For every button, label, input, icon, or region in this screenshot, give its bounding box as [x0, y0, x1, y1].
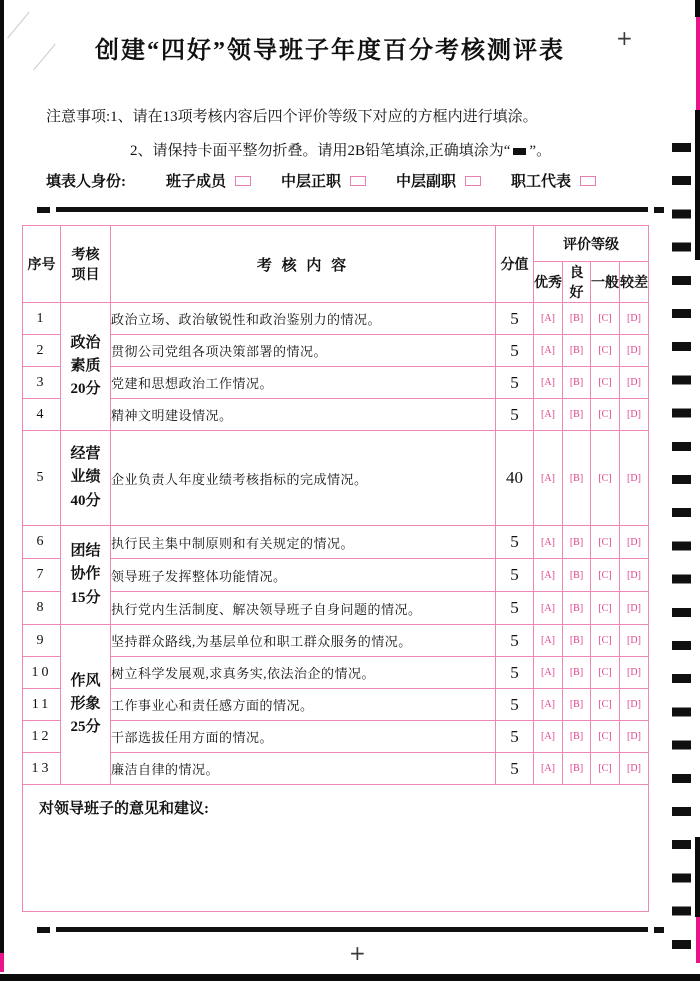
rating-bubble-b[interactable]: [B]	[563, 625, 591, 657]
row-content: 坚持群众路线,为基层单位和职工群众服务的情况。	[111, 625, 496, 657]
scan-edge-right-black-mid	[695, 110, 700, 260]
rule-bottom	[56, 927, 648, 932]
filled-mark-sample-icon	[513, 148, 526, 155]
rule-top	[56, 207, 648, 212]
row-seq: 9	[23, 625, 61, 657]
notice-line-1	[46, 100, 551, 134]
rating-bubble-b[interactable]: [B]	[563, 431, 591, 526]
row-score: 5	[496, 657, 534, 689]
rating-bubble-b[interactable]: [B]	[563, 367, 591, 399]
notice-item-1: 1、请在13项考核内容后四个评价等级下对应的方框内进行填涂。	[110, 109, 538, 125]
identity-option-label: 中层正职	[281, 174, 342, 190]
table-row	[23, 657, 649, 689]
assessment-table	[22, 225, 649, 912]
row-content: 干部选拔任用方面的情况。	[111, 721, 496, 753]
rating-bubble-d[interactable]: [D]	[620, 335, 649, 367]
rating-bubble-d[interactable]: [D]	[620, 431, 649, 526]
identity-checkbox[interactable]	[350, 176, 366, 186]
table-row	[23, 335, 649, 367]
identity-option-banzichengyuan	[166, 170, 251, 191]
rating-bubble-c[interactable]: [C]	[591, 657, 620, 689]
rating-bubble-a[interactable]: [A]	[534, 559, 563, 592]
rating-bubble-b[interactable]: [B]	[563, 753, 591, 785]
group-line: 20分	[70, 381, 101, 398]
comments-row	[23, 785, 649, 912]
rating-bubble-a[interactable]: [A]	[534, 526, 563, 559]
row-content: 政治立场、政治敏锐性和政治鉴别力的情况。	[111, 303, 496, 335]
omr-timing-marks	[672, 143, 691, 949]
rating-bubble-c[interactable]: [C]	[591, 625, 620, 657]
scan-edge-right-black-top	[695, 0, 700, 17]
row-seq: 6	[23, 526, 61, 559]
row-score: 5	[496, 753, 534, 785]
group-line: 素质	[70, 357, 101, 374]
identity-option-label: 班子成员	[166, 174, 227, 190]
group-line: 政治	[70, 334, 101, 351]
header-level-average: 一般	[591, 262, 620, 303]
rating-bubble-a[interactable]: [A]	[534, 753, 563, 785]
header-category	[61, 226, 111, 303]
header-content: 考 核 内 容	[111, 226, 496, 303]
row-content: 执行民主集中制原则和有关规定的情况。	[111, 526, 496, 559]
row-seq: 10	[23, 657, 61, 689]
notice-item-2-prefix: 2、请保持卡面平整勿折叠。请用2B铅笔填涂,正确填涂为“	[130, 143, 511, 159]
rating-bubble-a[interactable]: [A]	[534, 689, 563, 721]
rating-bubble-a[interactable]: [A]	[534, 431, 563, 526]
row-seq: 7	[23, 559, 61, 592]
rule-dash	[654, 207, 664, 213]
identity-checkbox[interactable]	[465, 176, 481, 186]
rating-bubble-d[interactable]: [D]	[620, 592, 649, 625]
rating-bubble-c[interactable]: [C]	[591, 592, 620, 625]
group-line: 协作	[70, 566, 101, 583]
rating-bubble-a[interactable]: [A]	[534, 335, 563, 367]
row-score: 5	[496, 335, 534, 367]
row-score: 40	[496, 431, 534, 526]
rating-bubble-d[interactable]: [D]	[620, 753, 649, 785]
rating-bubble-b[interactable]: [B]	[563, 689, 591, 721]
rating-bubble-c[interactable]: [C]	[591, 399, 620, 431]
row-score: 5	[496, 592, 534, 625]
rating-bubble-c[interactable]: [C]	[591, 335, 620, 367]
identity-option-zhongcengfuzhi	[396, 170, 481, 191]
group-line: 业绩	[70, 469, 101, 486]
row-score: 5	[496, 559, 534, 592]
row-score: 5	[496, 303, 534, 335]
rating-bubble-b[interactable]: [B]	[563, 399, 591, 431]
row-seq: 3	[23, 367, 61, 399]
row-score: 5	[496, 367, 534, 399]
rating-bubble-c[interactable]: [C]	[591, 367, 620, 399]
rating-bubble-d[interactable]: [D]	[620, 721, 649, 753]
table-row	[23, 689, 649, 721]
table-row	[23, 592, 649, 625]
row-content: 工作事业心和责任感方面的情况。	[111, 689, 496, 721]
group-label-performance	[61, 431, 111, 526]
scan-edge-left-black	[0, 0, 4, 953]
row-score: 5	[496, 526, 534, 559]
identity-checkbox[interactable]	[235, 176, 251, 186]
row-content: 贯彻公司党组各项决策部署的情况。	[111, 335, 496, 367]
rating-bubble-c[interactable]: [C]	[591, 526, 620, 559]
rating-bubble-d[interactable]: [D]	[620, 303, 649, 335]
rating-bubble-d[interactable]: [D]	[620, 367, 649, 399]
rating-bubble-d[interactable]: [D]	[620, 657, 649, 689]
row-seq: 1	[23, 303, 61, 335]
notice-item-2-suffix: ”。	[529, 143, 552, 159]
group-line: 25分	[70, 719, 101, 736]
header-level-good: 良好	[563, 262, 591, 303]
rating-bubble-a[interactable]: [A]	[534, 625, 563, 657]
rating-bubble-b[interactable]: [B]	[563, 559, 591, 592]
rating-bubble-a[interactable]: [A]	[534, 367, 563, 399]
group-line: 团结	[70, 543, 101, 560]
comments-label: 对领导班子的意见和建议:	[39, 801, 209, 817]
rating-bubble-a[interactable]: [A]	[534, 399, 563, 431]
header-level-poor: 较差	[620, 262, 649, 303]
scan-edge-bottom-bar	[0, 974, 700, 981]
rating-bubble-c[interactable]: [C]	[591, 753, 620, 785]
row-content: 领导班子发挥整体功能情况。	[111, 559, 496, 592]
group-label-conduct	[61, 625, 111, 785]
row-content: 精神文明建设情况。	[111, 399, 496, 431]
rating-bubble-d[interactable]: [D]	[620, 526, 649, 559]
row-score: 5	[496, 625, 534, 657]
registration-plus-top: +	[616, 26, 633, 50]
form-title: 创建“四好”领导班子年度百分考核测评表	[95, 38, 565, 64]
table-row	[23, 367, 649, 399]
rating-bubble-c[interactable]: [C]	[591, 689, 620, 721]
table-row	[23, 526, 649, 559]
notice-line-2	[46, 134, 551, 168]
row-content: 党建和思想政治工作情况。	[111, 367, 496, 399]
rule-dash	[654, 927, 664, 933]
header-seq: 序号	[23, 226, 61, 303]
comments-area[interactable]	[23, 785, 649, 912]
header-level-excellent: 优秀	[534, 262, 563, 303]
table-row	[23, 721, 649, 753]
row-content: 企业负责人年度业绩考核指标的完成情况。	[111, 431, 496, 526]
row-seq: 13	[23, 753, 61, 785]
row-seq: 5	[23, 431, 61, 526]
rating-bubble-b[interactable]: [B]	[563, 657, 591, 689]
rating-bubble-b[interactable]: [B]	[563, 721, 591, 753]
row-seq: 8	[23, 592, 61, 625]
rating-bubble-d[interactable]: [D]	[620, 559, 649, 592]
rating-bubble-c[interactable]: [C]	[591, 431, 620, 526]
scan-edge-right-magenta-bottom	[696, 917, 700, 963]
notice-block	[46, 100, 551, 168]
row-score: 5	[496, 721, 534, 753]
group-line: 经营	[70, 446, 101, 463]
header-category-line1: 考核	[71, 248, 100, 263]
row-score: 5	[496, 399, 534, 431]
identity-option-label: 中层副职	[396, 174, 457, 190]
group-label-politics	[61, 303, 111, 431]
header-rating: 评价等级	[534, 226, 649, 262]
rating-bubble-d[interactable]: [D]	[620, 689, 649, 721]
rating-bubble-a[interactable]: [A]	[534, 721, 563, 753]
identity-option-zhigongdaibiao	[511, 170, 596, 191]
rating-bubble-c[interactable]: [C]	[591, 721, 620, 753]
identity-checkbox[interactable]	[580, 176, 596, 186]
rule-dash	[37, 207, 50, 213]
group-line: 15分	[70, 589, 101, 606]
row-seq: 11	[23, 689, 61, 721]
table-row	[23, 303, 649, 335]
row-content: 执行党内生活制度、解决领导班子自身问题的情况。	[111, 592, 496, 625]
rule-dash	[37, 927, 50, 933]
row-score: 5	[496, 689, 534, 721]
header-category-line2: 项目	[71, 268, 100, 283]
rating-bubble-a[interactable]: [A]	[534, 303, 563, 335]
identity-label: 填表人身份:	[46, 174, 126, 190]
scan-edge-left-magenta	[0, 953, 4, 972]
identity-option-label: 职工代表	[511, 174, 572, 190]
scan-edge-right-magenta-top	[696, 17, 700, 110]
header-score: 分值	[496, 226, 534, 303]
row-content: 树立科学发展观,求真务实,依法治企的情况。	[111, 657, 496, 689]
table-row	[23, 559, 649, 592]
rating-bubble-a[interactable]: [A]	[534, 657, 563, 689]
table-row	[23, 399, 649, 431]
rating-bubble-b[interactable]: [B]	[563, 526, 591, 559]
rating-bubble-b[interactable]: [B]	[563, 592, 591, 625]
table-header-row-1	[23, 226, 649, 262]
rating-bubble-c[interactable]: [C]	[591, 303, 620, 335]
rating-bubble-a[interactable]: [A]	[534, 592, 563, 625]
notice-label: 注意事项:	[46, 109, 111, 125]
table-row	[23, 431, 649, 526]
row-content: 廉洁自律的情况。	[111, 753, 496, 785]
rating-bubble-c[interactable]: [C]	[591, 559, 620, 592]
group-line: 40分	[70, 492, 101, 509]
scan-edge-right-black-bottom	[695, 837, 700, 917]
row-seq: 2	[23, 335, 61, 367]
registration-plus-bottom: +	[349, 941, 366, 965]
group-label-unity	[61, 526, 111, 625]
row-seq: 4	[23, 399, 61, 431]
group-line: 形象	[70, 695, 101, 712]
identity-option-zhongcengzhengzhi	[281, 170, 366, 191]
rating-bubble-d[interactable]: [D]	[620, 625, 649, 657]
table-row	[23, 753, 649, 785]
group-line: 作风	[70, 672, 101, 689]
rating-bubble-d[interactable]: [D]	[620, 399, 649, 431]
rating-bubble-b[interactable]: [B]	[563, 303, 591, 335]
rating-bubble-b[interactable]: [B]	[563, 335, 591, 367]
table-row	[23, 625, 649, 657]
identity-row	[46, 170, 626, 191]
row-seq: 12	[23, 721, 61, 753]
